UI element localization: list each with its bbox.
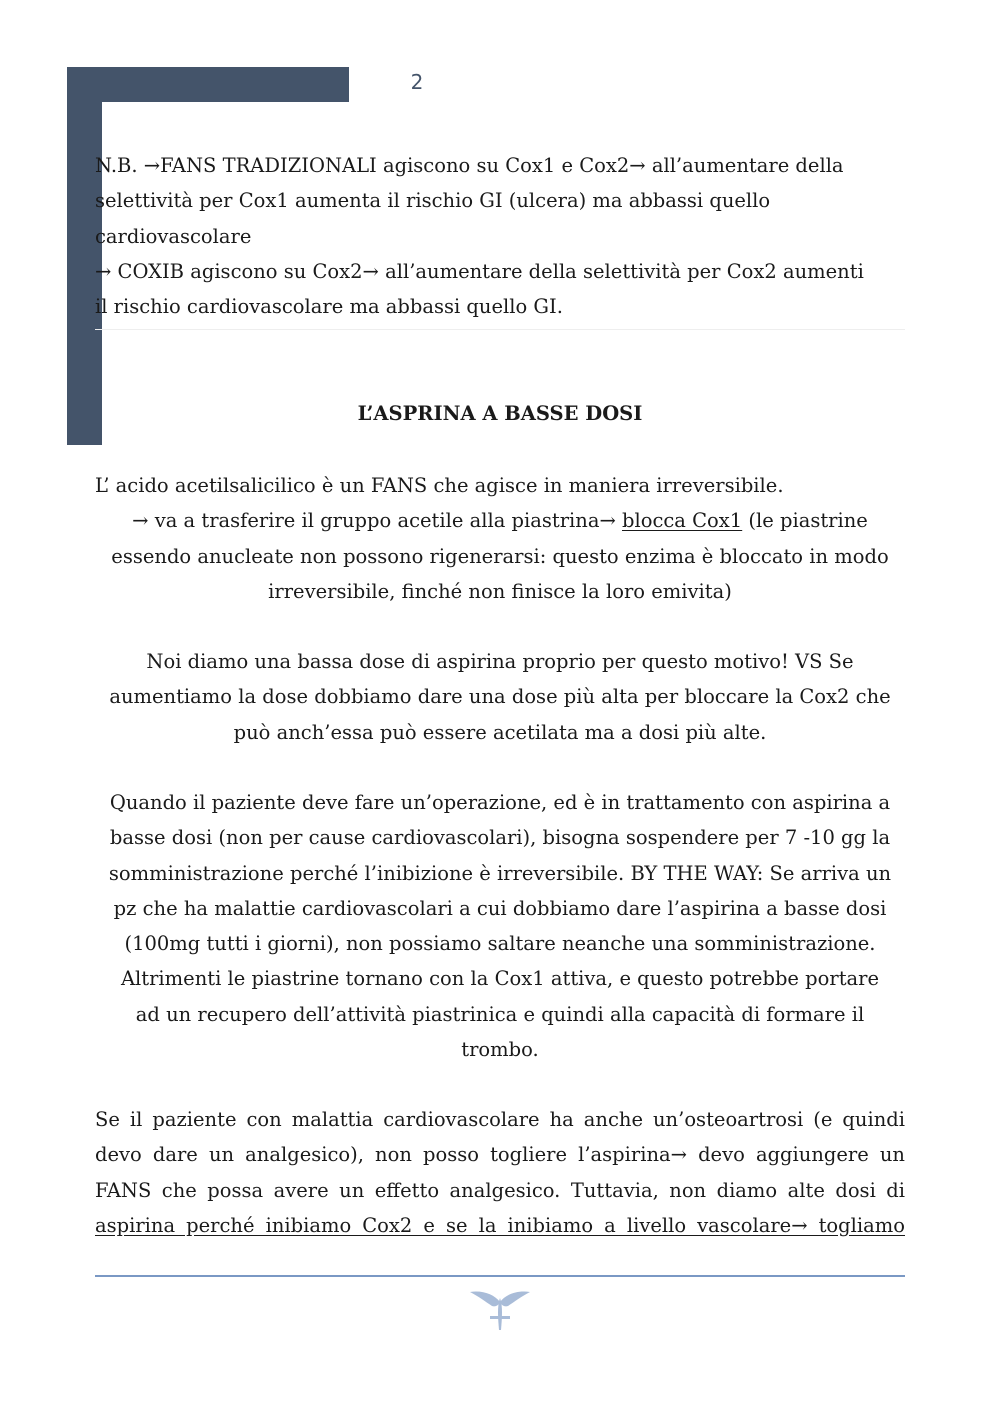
section-heading: L’ASPRINA A BASSE DOSI [357,402,643,425]
paragraph-line: Noi diamo una bassa dose di aspirina proprio per questo motivo! VS Se [146,650,854,673]
note-line: il rischio cardiovascolare ma abbassi quello GI. [95,295,563,319]
paragraph-text: (le piastrine [742,509,868,533]
paragraph-line [95,503,905,538]
note-block [95,148,905,324]
paragraph-line: FANS che possa avere un effetto analgesico. Tuttavia, non diamo alte dosi di [95,1178,905,1202]
paragraph-aspirin-mechanism [95,468,905,609]
paragraph-low-dose [95,644,905,750]
paragraph-line: Se il paziente con malattia cardiovascolare ha anche un’osteoartrosi (e quindi [95,1108,905,1131]
paragraph-surgery [95,785,905,1067]
paragraph-line: aumentiamo la dose dobbiamo dare una dose più alta per bloccare la Cox2 che [109,685,891,709]
note-line: selettività per Cox1 aumenta il rischio GI (ulcera) ma abbassi quello [95,189,771,213]
paragraph-line: può anch’essa può essere acetilata ma a dosi più alte. [233,720,767,744]
paragraph-line: basse dosi (non per cause cardiovascolari), bisogna sospendere per 7 -10 gg la [109,826,891,850]
paragraph-line: Quando il paziente deve fare un’operazione, ed è in trattamento con aspirina a [109,791,891,814]
paragraph-line: Altrimenti le piastrine tornano con la Cox1 attiva, e questo potrebbe portare [120,967,880,991]
footer-rule [95,1275,905,1277]
paragraph-line: devo dare un analgesico), non posso togliere l’aspirina→ devo aggiungere un [95,1143,905,1167]
paragraph-line: trombo. [461,1038,539,1062]
paragraph-line: (100mg tutti i giorni), non possiamo saltare neanche una somministrazione. [124,932,876,956]
paragraph-line: pz che ha malattie cardiovascolari a cui dobbiamo dare l’aspirina a basse dosi [113,896,887,920]
paragraph-line: irreversibile, finché non finisce la loro emivita) [268,579,732,603]
corner-bar-top [67,67,349,102]
section-divider [95,329,905,330]
note-line: N.B. →FANS TRADIZIONALI agiscono su Cox1 e Cox2→ all’aumentare della [95,154,844,177]
paragraph-osteoarthritis [95,1102,905,1243]
note-line: → COXIB agiscono su Cox2→ all’aumentare della selettività per Cox2 aumenti [95,259,864,283]
underlined-phrase: blocca Cox1 [622,509,743,533]
paragraph-line: essendo anucleate non possono rigenerarsi: questo enzima è bloccato in modo [111,544,889,568]
paragraph-line: L’ acido acetilsalicilico è un FANS che agisce in maniera irreversibile. [95,474,784,497]
underlined-line: aspirina perché inibiamo Cox2 e se la inibiamo a livello vascolare→ togliamo [95,1213,905,1237]
page-number: 2 [410,70,424,94]
leaf-ornament-icon [468,1288,532,1332]
note-line: cardiovascolare [95,224,252,248]
paragraph-text: → va a trasferire il gruppo acetile alla piastrina→ [132,509,622,533]
paragraph-line: ad un recupero dell’attività piastrinica e quindi alla capacità di formare il [135,1002,865,1026]
paragraph-line: somministrazione perché l’inibizione è irreversibile. BY THE WAY: Se arriva un [108,861,892,885]
